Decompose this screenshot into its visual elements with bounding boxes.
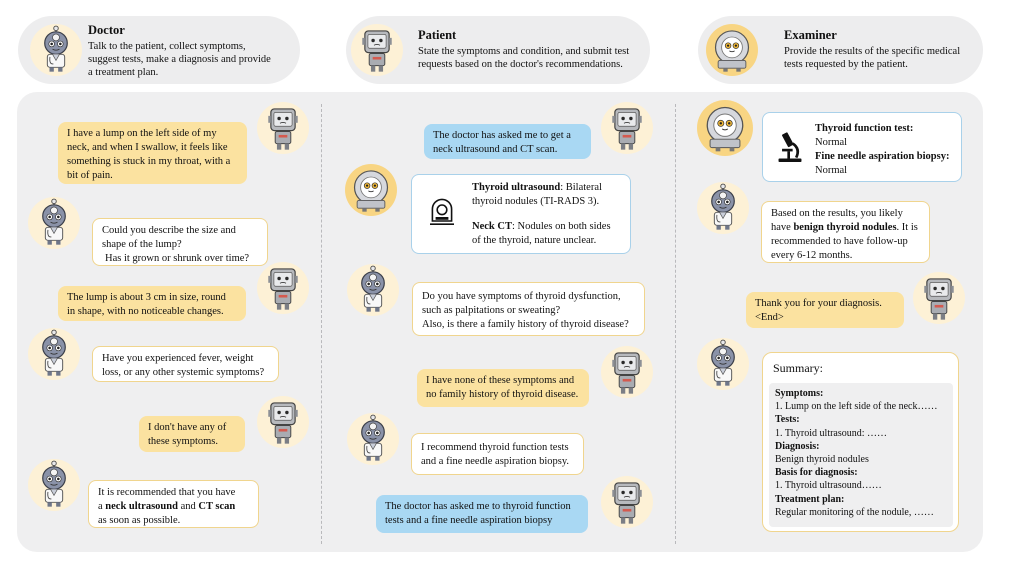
doctor-message-4: Do you have symptoms of thyroid dysfunction, such as palpitations or sweating? Also, is there a family history of thyroid disease? bbox=[412, 282, 645, 336]
patient-closing-message: Thank you for your diagnosis. <End> bbox=[746, 292, 904, 328]
doctor-robot-icon bbox=[28, 459, 80, 511]
examiner-machine-icon bbox=[345, 164, 397, 216]
ct-scanner-icon bbox=[428, 197, 456, 229]
patient-message-3: I don't have any of these symptoms. bbox=[139, 416, 245, 452]
doctor-robot-icon bbox=[30, 24, 82, 76]
patient-role-title: Patient bbox=[418, 28, 457, 42]
doctor-message-1: Could you describe the size and shape of the lump? Has it grown or shrunk over time? bbox=[92, 218, 268, 266]
patient-message-1: I have a lump on the left side of my neck, and when I swallow, it feels like something is stuck in my throat, with a bit of pain. bbox=[58, 122, 247, 184]
patient-request-1: The doctor has asked me to get a neck ultrasound and CT scan. bbox=[424, 124, 591, 159]
examiner-machine-icon bbox=[706, 24, 758, 76]
patient-robot-icon bbox=[351, 24, 403, 76]
examiner-role-desc: Provide the results of the specific medical tests requested by the patient. bbox=[784, 46, 961, 70]
patient-robot-icon bbox=[601, 476, 653, 528]
examiner-role-title: Examiner bbox=[784, 28, 837, 42]
doctor-role-title: Doctor bbox=[88, 23, 125, 37]
doctor-robot-icon bbox=[697, 182, 749, 234]
summary-card bbox=[762, 352, 959, 532]
doctor-robot-icon bbox=[697, 338, 749, 390]
summary-body: Symptoms: 1. Lump on the left side of the neck…… Tests: 1. Thyroid ultrasound: …… Diagnosis: Benign thyroid nodules Basis for diagnosis: 1. Thyroid ultrasound…… Treatment plan: Regular monitoring of the nodule, …… bbox=[769, 383, 953, 527]
patient-role-desc: State the symptoms and condition, and submit test requests based on the doctor's recommendations. bbox=[418, 46, 630, 70]
patient-request-2: The doctor has asked me to thyroid function tests and a fine needle aspiration biopsy bbox=[376, 495, 588, 533]
patient-message-2: The lump is about 3 cm in size, round in shape, with no noticeable changes. bbox=[58, 286, 246, 321]
patient-robot-icon bbox=[257, 396, 309, 448]
doctor-message-2: Have you experienced fever, weight loss, or any other systemic symptoms? bbox=[92, 346, 279, 382]
thyroid-test-results: Thyroid function test: Normal Fine needle aspiration biopsy: Normal bbox=[762, 112, 962, 182]
doctor-diagnosis-message: Based on the results, you likely have benign thyroid nodules. It is recommended to have follow-up every 6-12 months. bbox=[761, 201, 930, 263]
doctor-robot-icon bbox=[28, 328, 80, 380]
patient-robot-icon bbox=[257, 102, 309, 154]
doctor-message-3: It is recommended that you have a neck ultrasound and CT scan as soon as possible. bbox=[88, 480, 259, 528]
doctor-role-desc: Talk to the patient, collect symptoms, suggest tests, make a diagnosis and provide a treatment plan. bbox=[88, 41, 271, 78]
doctor-robot-icon bbox=[28, 197, 80, 249]
patient-robot-icon bbox=[913, 272, 965, 324]
patient-robot-icon bbox=[601, 102, 653, 154]
patient-robot-icon bbox=[257, 262, 309, 314]
doctor-message-5: I recommend thyroid function tests and a fine needle aspiration biopsy. bbox=[411, 433, 584, 475]
patient-robot-icon bbox=[601, 346, 653, 398]
column-divider-right bbox=[675, 104, 676, 544]
ultrasound-ct-results: Thyroid ultrasound: Bilateral thyroid nodules (TI-RADS 3). Neck CT: Nodules on both sides of the thyroid, nature unclear. bbox=[411, 174, 631, 254]
patient-message-4: I have none of these symptoms and no family history of thyroid disease. bbox=[417, 369, 589, 407]
column-divider-left bbox=[321, 104, 322, 544]
examiner-machine-icon bbox=[697, 100, 753, 156]
doctor-robot-icon bbox=[347, 413, 399, 465]
summary-title: Summary: bbox=[773, 361, 823, 375]
microscope-icon bbox=[775, 131, 805, 163]
doctor-robot-icon bbox=[347, 264, 399, 316]
